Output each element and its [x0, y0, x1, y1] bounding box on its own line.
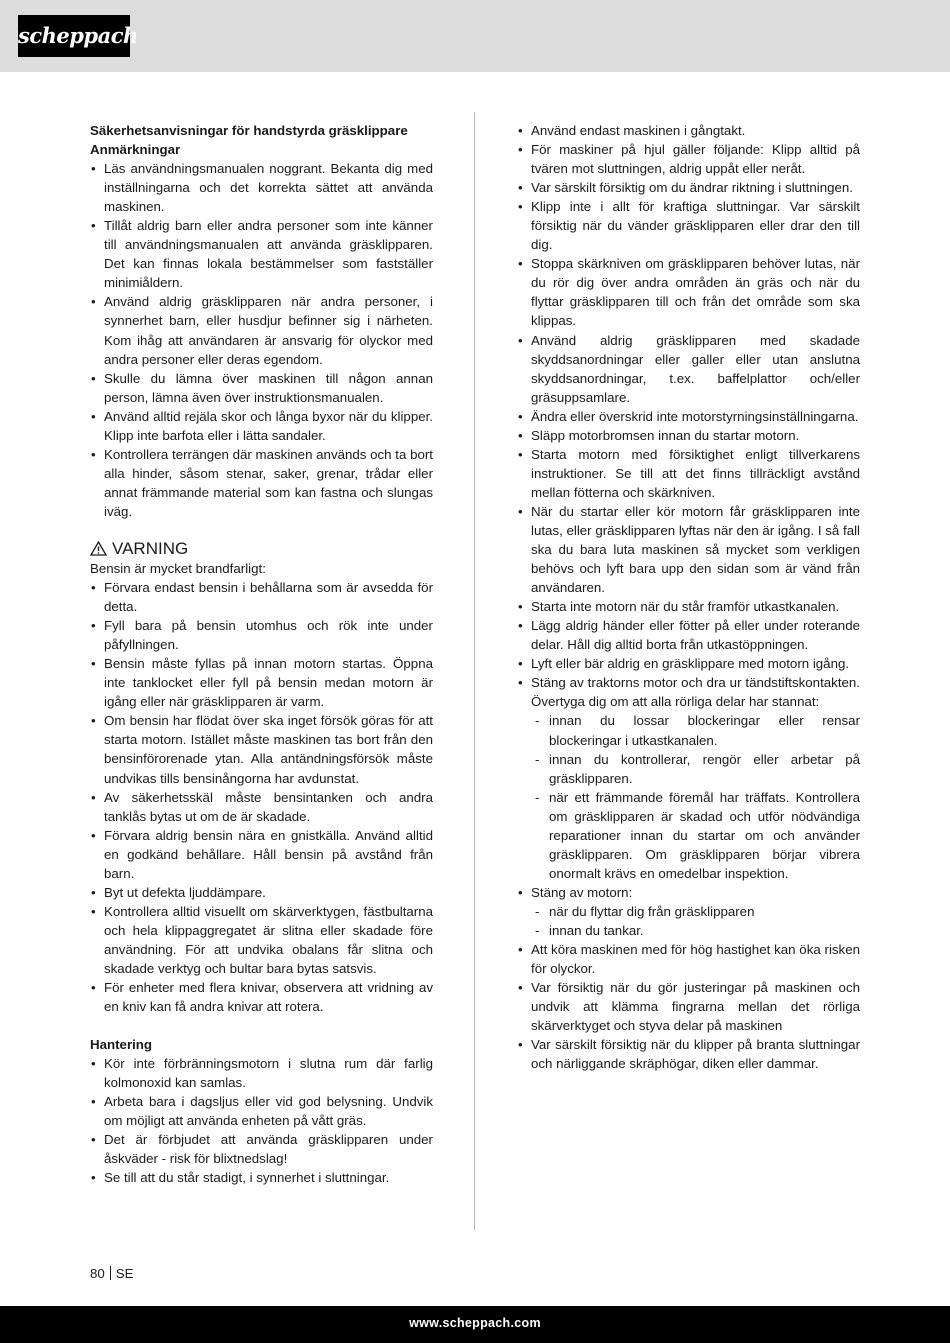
list-item: • Klipp inte i allt för kraftiga sluttningar. Var särskilt försiktig när du vänder gräsklipparen eller drar den till dig.	[517, 197, 860, 254]
remarks-list	[90, 159, 433, 521]
list-item: • När du startar eller kör motorn får gräsklipparen inte lutas, eller gräsklipparen lyftas när den är igång. I så fall ska du bara luta maskinen så mycket som verkligen behövs och lyft bara upp den sidan som är vänd från användaren.	[517, 502, 860, 597]
list-item: • Släpp motorbromsen innan du startar motorn.	[517, 426, 860, 445]
page-footer-note	[90, 1264, 134, 1283]
list-item: • Förvara endast bensin i behållarna som är avsedda för detta.	[90, 578, 433, 616]
list-item: • Starta inte motorn när du står framför utkastkanalen.	[517, 597, 860, 616]
list-item: • Var särskilt försiktig om du ändrar riktning i sluttningen.	[517, 178, 860, 197]
list-item: • Kör inte förbränningsmotorn i slutna rum där farlig kolmonoxid kan samlas.	[90, 1054, 433, 1092]
list-item: • För enheter med flera knivar, observera att vridning av en kniv kan få andra knivar att rotera.	[90, 978, 433, 1016]
operation-list	[517, 121, 860, 1073]
warning-intro: Bensin är mycket brandfarligt:	[90, 560, 266, 576]
page-number: 80	[90, 1266, 105, 1281]
spacer	[90, 1016, 433, 1035]
list-item: • Lägg aldrig händer eller fötter på eller under roterande delar. Håll dig alltid borta från utkastöppningen.	[517, 616, 860, 654]
language-code: SE	[115, 1266, 134, 1281]
right-column	[517, 121, 860, 1073]
list-item: • Använd alltid rejäla skor och långa byxor när du klipper. Klipp inte barfota eller i lätta sandaler.	[90, 407, 433, 445]
list-item: • Ändra eller överskrid inte motorstyrningsinställningarna.	[517, 407, 860, 426]
website-link[interactable]: www.scheppach.com	[409, 1316, 541, 1330]
footer-bar	[0, 1306, 950, 1343]
list-item: • Arbeta bara i dagsljus eller vid god belysning. Undvik om möjligt att använda enheten på vått gräs.	[90, 1092, 433, 1130]
sub-list-item: - innan du kontrollerar, rengör eller arbetar på gräsklipparen.	[517, 750, 860, 788]
list-item: • Tillåt aldrig barn eller andra personer som inte känner till användningsmanualen att använda gräsklipparen. Det kan finnas lokala bestämmelser som fastställer minimiåldern.	[90, 216, 433, 292]
section-subtitle-remarks: Anmärkningar	[90, 142, 181, 158]
left-column	[90, 121, 433, 1187]
list-item: • Av säkerhetsskäl måste bensintanken och andra tanklås bytas ut om de är skadade.	[90, 788, 433, 826]
warning-heading	[90, 538, 433, 559]
scheppach-logo: scheppach	[18, 15, 130, 57]
sub-list-item: - när du flyttar dig från gräsklipparen	[517, 902, 860, 921]
list-item: • Kontrollera terrängen där maskinen används och ta bort alla hinder, såsom stenar, saker, grenar, trådar eller annat främmande material som kan fastna och slungas iväg.	[90, 445, 433, 521]
section-title-safety: Säkerhetsanvisningar för handstyrda gräsklippare	[90, 123, 408, 138]
warning-list	[90, 578, 433, 1016]
list-item: • Stäng av traktorns motor och dra ur tändstiftskontakten. Övertyga dig om att alla rörliga delar har stannat:	[517, 673, 860, 711]
column-divider	[474, 112, 475, 1230]
list-item: • Stäng av motorn:	[517, 883, 860, 902]
footer-separator	[110, 1266, 111, 1280]
warning-title: VARNING	[112, 538, 189, 558]
list-item: • Lyft eller bär aldrig en gräsklippare med motorn igång.	[517, 654, 860, 673]
sub-list-item: - innan du tankar.	[517, 921, 860, 940]
list-item: • Skulle du lämna över maskinen till någon annan person, lämna även över instruktionsmanualen.	[90, 369, 433, 407]
list-item: • Använd aldrig gräsklipparen med skadade skyddsanordningar eller galler eller utan anslutna skyddsanordningar, t.ex. baffelplattor och/eller gräsuppsamlare.	[517, 331, 860, 407]
list-item: • Förvara aldrig bensin nära en gnistkälla. Använd alltid en godkänd behållare. Håll bensin på avstånd från barn.	[90, 826, 433, 883]
list-item: • Fyll bara på bensin utomhus och rök inte under påfyllningen.	[90, 616, 433, 654]
list-item: • Använd endast maskinen i gångtakt.	[517, 121, 860, 140]
list-item: • Använd aldrig gräsklipparen när andra personer, i synnerhet barn, eller husdjur befinner sig i närheten. Kom ihåg att användaren är ansvarig för olyckor med andra personer eller deras egendom.	[90, 292, 433, 368]
header-bar	[0, 0, 950, 72]
list-item: • Var försiktig när du gör justeringar på maskinen och undvik att klämma fingrarna mellan det rörliga skärverktyget och styva delar på maskinen	[517, 978, 860, 1035]
handling-list	[90, 1054, 433, 1187]
list-item: • Det är förbjudet att använda gräsklipparen under åskväder - risk för blixtnedslag!	[90, 1130, 433, 1168]
list-item: • Kontrollera alltid visuellt om skärverktygen, fästbultarna och hela klippaggregatet är slitna eller skadade före användning. För att undvika obalans får slitna och skadade verktyg och bultar bara bytas satsvis.	[90, 902, 433, 978]
sub-list-item: - innan du lossar blockeringar eller rensar blockeringar i utkastkanalen.	[517, 711, 860, 749]
list-item: • Läs användningsmanualen noggrant. Bekanta dig med inställningarna och det korrekta sättet att använda maskinen.	[90, 159, 433, 216]
list-item: • Stoppa skärkniven om gräsklipparen behöver lutas, när du rör dig över andra områden än gräs och när du flyttar gräsklipparen till och från det område som ska klippas.	[517, 254, 860, 330]
list-item: • Om bensin har flödat över ska inget försök göras för att starta motorn. Istället måste maskinen tas bort från den bensinförorenade ytan. Alla antändningsförsök måste undvikas tills bensinångorna har avdunstat.	[90, 711, 433, 787]
list-item: • För maskiner på hjul gäller följande: Klipp alltid på tvären mot sluttningen, aldrig uppåt eller neråt.	[517, 140, 860, 178]
sub-list-item: - när ett främmande föremål har träffats. Kontrollera om gräsklipparen är skadad och utför nödvändiga reparationer innan du startar om och använder gräsklipparen. Om gräsklipparen börjar vibrera onormalt krävs en omedelbar inspektion.	[517, 788, 860, 883]
warning-triangle-icon	[90, 541, 107, 556]
list-item: • Byt ut defekta ljuddämpare.	[90, 883, 433, 902]
list-item: • Var särskilt försiktig när du klipper på branta sluttningar och närliggande skräphögar, diken eller dammar.	[517, 1035, 860, 1073]
list-item: • Att köra maskinen med för hög hastighet kan öka risken för olyckor.	[517, 940, 860, 978]
section-title-handling: Hantering	[90, 1037, 153, 1053]
list-item: • Bensin måste fyllas på innan motorn startas. Öppna inte tanklocket eller fyll på bensin medan motorn är igång eller när gräsklipparen är varm.	[90, 654, 433, 711]
list-item: • Starta motorn med försiktighet enligt tillverkarens instruktioner. Se till att det finns tillräckligt avstånd mellan fötterna och skärkniven.	[517, 445, 860, 502]
list-item: • Se till att du står stadigt, i synnerhet i sluttningar.	[90, 1168, 433, 1187]
